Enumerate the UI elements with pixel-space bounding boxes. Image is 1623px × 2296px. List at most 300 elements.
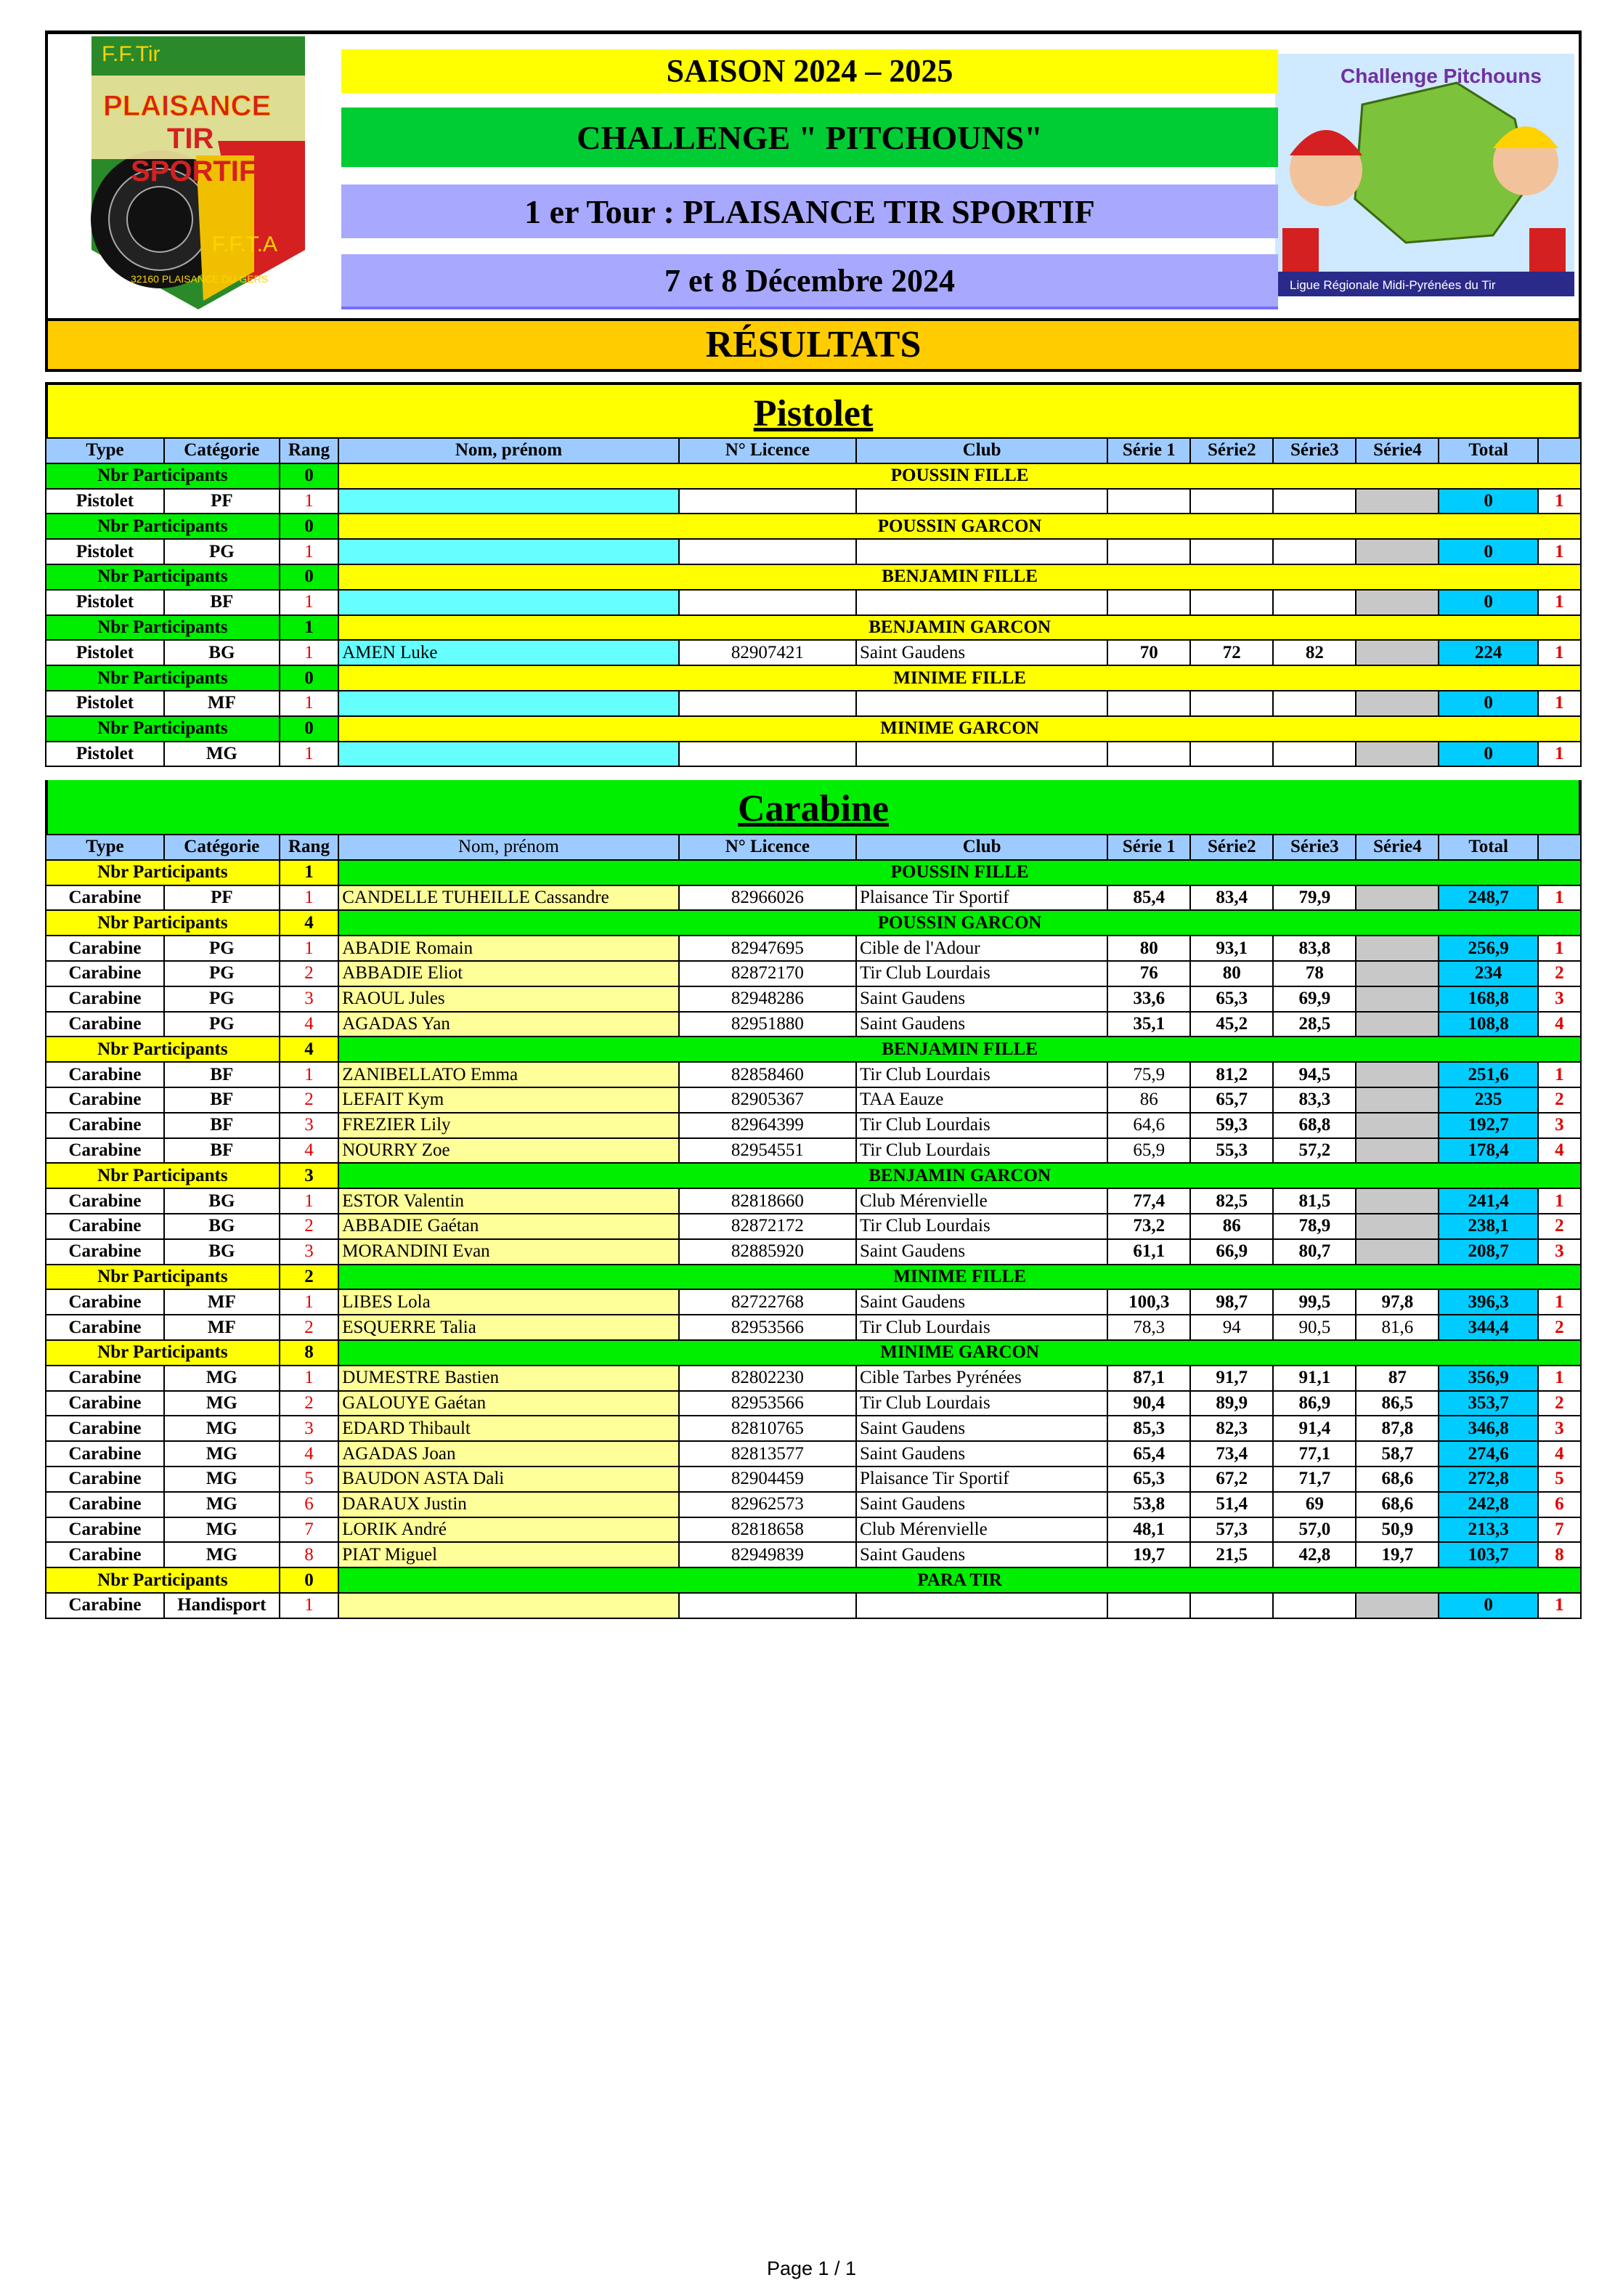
- cell-serie2: 51,4: [1190, 1492, 1273, 1517]
- cell-licence: 82951880: [679, 1012, 856, 1037]
- table-row: [46, 1416, 1581, 1441]
- cell-club: Saint Gaudens: [856, 1289, 1107, 1315]
- cell-name: NOURRY Zoe: [338, 1138, 678, 1164]
- cell-serie2: 94: [1190, 1315, 1273, 1340]
- participants-count: 0: [280, 665, 338, 691]
- cell-serie3: 91,4: [1273, 1416, 1356, 1441]
- cell-rank: 6: [280, 1492, 338, 1517]
- cell-club: Plaisance Tir Sportif: [856, 885, 1107, 911]
- cell-category: MG: [164, 1441, 280, 1467]
- cell-name: [338, 742, 678, 767]
- cell-total: 192,7: [1439, 1113, 1537, 1138]
- cell-licence: 82953566: [679, 1315, 856, 1340]
- cell-club: Saint Gaudens: [856, 1542, 1107, 1567]
- cell-club: Tir Club Lourdais: [856, 1214, 1107, 1239]
- cell-place: 1: [1538, 1289, 1581, 1315]
- cell-total: 0: [1439, 1593, 1537, 1618]
- cell-serie4: [1356, 1593, 1439, 1618]
- category-group-row: [46, 514, 1581, 539]
- cell-name: ESQUERRE Talia: [338, 1315, 678, 1340]
- table-row: [46, 1214, 1581, 1239]
- cell-rank: 7: [280, 1517, 338, 1543]
- column-header-s3: Série3: [1273, 438, 1356, 463]
- cell-name: PIAT Miguel: [338, 1542, 678, 1567]
- cell-serie1: 48,1: [1107, 1517, 1190, 1543]
- cell-serie1: [1107, 590, 1190, 615]
- cell-serie4: [1356, 885, 1439, 911]
- cell-name: ABADIE Romain: [338, 936, 678, 961]
- cell-serie3: 94,5: [1273, 1062, 1356, 1087]
- category-name: POUSSIN GARCON: [338, 514, 1581, 539]
- cell-licence: [679, 691, 856, 716]
- column-header-rank: Rang: [280, 835, 338, 860]
- cell-total: 0: [1439, 590, 1537, 615]
- category-group-row: [46, 860, 1581, 885]
- logo-line2: TIR: [167, 123, 214, 155]
- cell-total: 251,6: [1439, 1062, 1537, 1087]
- participants-label: Nbr Participants: [46, 1037, 280, 1062]
- cell-category: MG: [164, 1366, 280, 1391]
- cell-serie1: 76: [1107, 961, 1190, 986]
- participants-label: Nbr Participants: [46, 463, 280, 489]
- category-name: PARA TIR: [338, 1567, 1581, 1593]
- cell-category: BF: [164, 1062, 280, 1087]
- cell-serie2: 55,3: [1190, 1138, 1273, 1164]
- cell-licence: 82905367: [679, 1087, 856, 1113]
- column-header-club: Club: [856, 835, 1107, 860]
- cell-serie1: 33,6: [1107, 986, 1190, 1012]
- cell-name: DUMESTRE Bastien: [338, 1366, 678, 1391]
- cell-serie1: [1107, 742, 1190, 767]
- participants-count: 4: [280, 1037, 338, 1062]
- cell-type: Carabine: [46, 1366, 164, 1391]
- participants-count: 3: [280, 1163, 338, 1188]
- column-header-row: [46, 835, 1581, 860]
- participants-count: 4: [280, 910, 338, 936]
- cell-serie4: 97,8: [1356, 1289, 1439, 1315]
- cell-serie2: 93,1: [1190, 936, 1273, 961]
- carabine-section-title: [45, 780, 1582, 834]
- cell-category: BF: [164, 1113, 280, 1138]
- cell-category: BG: [164, 1188, 280, 1214]
- column-header-name: Nom, prénom: [338, 835, 678, 860]
- cell-licence: 82948286: [679, 986, 856, 1012]
- cell-total: 396,3: [1439, 1289, 1537, 1315]
- cell-type: Pistolet: [46, 590, 164, 615]
- cell-place: 1: [1538, 640, 1581, 665]
- cell-serie3: 91,1: [1273, 1366, 1356, 1391]
- cell-club: Saint Gaudens: [856, 640, 1107, 665]
- cell-licence: 82947695: [679, 936, 856, 961]
- cell-total: 256,9: [1439, 936, 1537, 961]
- cell-licence: [679, 1593, 856, 1618]
- logo-bottom-text: F.F.T.A: [212, 232, 278, 256]
- cell-serie3: [1273, 489, 1356, 514]
- cell-rank: 1: [280, 590, 338, 615]
- category-group-row: [46, 1163, 1581, 1188]
- cell-rank: 3: [280, 1416, 338, 1441]
- cell-type: Pistolet: [46, 691, 164, 716]
- cell-club: [856, 590, 1107, 615]
- cell-total: 346,8: [1439, 1416, 1537, 1441]
- cell-place: 4: [1538, 1012, 1581, 1037]
- cell-category: BG: [164, 1239, 280, 1265]
- cell-category: Handisport: [164, 1593, 280, 1618]
- cell-serie2: 57,3: [1190, 1517, 1273, 1543]
- cell-serie2: [1190, 539, 1273, 564]
- column-header-category: Catégorie: [164, 835, 280, 860]
- cell-serie3: 42,8: [1273, 1542, 1356, 1567]
- cell-type: Pistolet: [46, 539, 164, 564]
- cell-serie4: [1356, 1113, 1439, 1138]
- cell-serie1: 64,6: [1107, 1113, 1190, 1138]
- cell-serie2: 80: [1190, 961, 1273, 986]
- cell-serie1: 75,9: [1107, 1062, 1190, 1087]
- cell-name: EDARD Thibault: [338, 1416, 678, 1441]
- cell-name: [338, 539, 678, 564]
- cell-rank: 2: [280, 1315, 338, 1340]
- column-header-licence: N° Licence: [679, 835, 856, 860]
- cell-serie1: 65,3: [1107, 1467, 1190, 1492]
- cell-serie1: 61,1: [1107, 1239, 1190, 1265]
- pistolet-title-text: Pistolet: [753, 393, 874, 434]
- cell-place: 3: [1538, 1416, 1581, 1441]
- table-row: [46, 691, 1581, 716]
- cell-serie2: 45,2: [1190, 1012, 1273, 1037]
- cell-club: Tir Club Lourdais: [856, 1113, 1107, 1138]
- cell-name: LIBES Lola: [338, 1289, 678, 1315]
- cell-place: 1: [1538, 1366, 1581, 1391]
- cell-club: Cible de l'Adour: [856, 936, 1107, 961]
- table-row: [46, 539, 1581, 564]
- cell-name: [338, 489, 678, 514]
- category-group-row: [46, 910, 1581, 936]
- cell-club: [856, 539, 1107, 564]
- cell-name: AGADAS Joan: [338, 1441, 678, 1467]
- cell-name: AGADAS Yan: [338, 1012, 678, 1037]
- cell-place: 1: [1538, 539, 1581, 564]
- cell-serie4: 50,9: [1356, 1517, 1439, 1543]
- cell-total: 0: [1439, 742, 1537, 767]
- cell-name: [338, 590, 678, 615]
- category-group-row: [46, 665, 1581, 691]
- cell-total: 272,8: [1439, 1467, 1537, 1492]
- cell-name: ESTOR Valentin: [338, 1188, 678, 1214]
- cell-rank: 1: [280, 885, 338, 911]
- cell-serie4: [1356, 1239, 1439, 1265]
- cell-type: Carabine: [46, 1492, 164, 1517]
- cell-category: MG: [164, 742, 280, 767]
- cell-type: Carabine: [46, 1593, 164, 1618]
- cell-serie1: [1107, 691, 1190, 716]
- cell-licence: 82813577: [679, 1441, 856, 1467]
- cell-type: Carabine: [46, 1391, 164, 1416]
- cell-club: Saint Gaudens: [856, 1441, 1107, 1467]
- cell-name: DARAUX Justin: [338, 1492, 678, 1517]
- cell-place: 8: [1538, 1542, 1581, 1567]
- category-group-row: [46, 1567, 1581, 1593]
- cell-serie3: 90,5: [1273, 1315, 1356, 1340]
- cell-rank: 1: [280, 640, 338, 665]
- cell-rank: 2: [280, 1087, 338, 1113]
- cell-total: 103,7: [1439, 1542, 1537, 1567]
- cell-type: Carabine: [46, 1062, 164, 1087]
- cell-club: [856, 691, 1107, 716]
- cell-serie1: [1107, 489, 1190, 514]
- cell-name: BAUDON ASTA Dali: [338, 1467, 678, 1492]
- cell-serie2: 91,7: [1190, 1366, 1273, 1391]
- category-name: POUSSIN GARCON: [338, 910, 1581, 936]
- cell-serie4: [1356, 1188, 1439, 1214]
- table-row: [46, 1188, 1581, 1214]
- cell-serie2: 82,3: [1190, 1416, 1273, 1441]
- cell-place: 1: [1538, 936, 1581, 961]
- cell-total: 242,8: [1439, 1492, 1537, 1517]
- cell-serie3: 99,5: [1273, 1289, 1356, 1315]
- cell-serie4: 68,6: [1356, 1492, 1439, 1517]
- cell-place: 1: [1538, 590, 1581, 615]
- cell-total: 234: [1439, 961, 1537, 986]
- cell-type: Carabine: [46, 1441, 164, 1467]
- column-header-s2: Série2: [1190, 835, 1273, 860]
- cell-serie4: [1356, 742, 1439, 767]
- cell-place: 3: [1538, 986, 1581, 1012]
- date-underline: [341, 307, 1278, 309]
- cell-rank: 5: [280, 1467, 338, 1492]
- plaisance-tir-sportif-logo: [87, 32, 309, 314]
- cell-serie3: 78,9: [1273, 1214, 1356, 1239]
- cell-type: Pistolet: [46, 742, 164, 767]
- cell-type: Carabine: [46, 1517, 164, 1543]
- cell-place: 4: [1538, 1441, 1581, 1467]
- cell-licence: 82802230: [679, 1366, 856, 1391]
- cell-club: Saint Gaudens: [856, 986, 1107, 1012]
- cell-club: Cible Tarbes Pyrénées: [856, 1366, 1107, 1391]
- participants-label: Nbr Participants: [46, 910, 280, 936]
- participants-count: 0: [280, 463, 338, 489]
- date-banner: 7 et 8 Décembre 2024: [341, 254, 1278, 307]
- cell-type: Carabine: [46, 1188, 164, 1214]
- cell-category: MG: [164, 1517, 280, 1543]
- participants-label: Nbr Participants: [46, 615, 280, 641]
- cell-place: 1: [1538, 742, 1581, 767]
- cell-serie1: 70: [1107, 640, 1190, 665]
- cell-serie1: 100,3: [1107, 1289, 1190, 1315]
- cell-total: 168,8: [1439, 986, 1537, 1012]
- category-group-row: [46, 716, 1581, 742]
- cell-serie2: 82,5: [1190, 1188, 1273, 1214]
- participants-label: Nbr Participants: [46, 860, 280, 885]
- cell-type: Pistolet: [46, 489, 164, 514]
- category-group-row: [46, 1340, 1581, 1366]
- cell-licence: 82954551: [679, 1138, 856, 1164]
- cell-serie4: 87,8: [1356, 1416, 1439, 1441]
- cell-licence: 82818658: [679, 1517, 856, 1543]
- table-row: [46, 1492, 1581, 1517]
- table-row: [46, 1366, 1581, 1391]
- cell-place: 5: [1538, 1467, 1581, 1492]
- cell-club: Saint Gaudens: [856, 1492, 1107, 1517]
- cell-name: [338, 1593, 678, 1618]
- column-header-s2: Série2: [1190, 438, 1273, 463]
- cell-serie3: 81,5: [1273, 1188, 1356, 1214]
- cell-type: Carabine: [46, 1416, 164, 1441]
- cell-serie2: 89,9: [1190, 1391, 1273, 1416]
- cell-club: TAA Eauze: [856, 1087, 1107, 1113]
- cell-serie1: 65,9: [1107, 1138, 1190, 1164]
- cell-total: 356,9: [1439, 1366, 1537, 1391]
- table-row: [46, 1062, 1581, 1087]
- cell-category: BF: [164, 590, 280, 615]
- category-name: MINIME FILLE: [338, 665, 1581, 691]
- cell-name: LORIK André: [338, 1517, 678, 1543]
- cell-category: PG: [164, 1012, 280, 1037]
- cell-serie4: [1356, 1214, 1439, 1239]
- cell-place: 1: [1538, 1188, 1581, 1214]
- cell-licence: [679, 489, 856, 514]
- cell-serie1: 90,4: [1107, 1391, 1190, 1416]
- cell-total: 344,4: [1439, 1315, 1537, 1340]
- cell-serie3: 28,5: [1273, 1012, 1356, 1037]
- cell-serie3: 83,3: [1273, 1087, 1356, 1113]
- cell-type: Carabine: [46, 1113, 164, 1138]
- cell-serie1: [1107, 539, 1190, 564]
- cell-serie1: 65,4: [1107, 1441, 1190, 1467]
- cell-club: Saint Gaudens: [856, 1239, 1107, 1265]
- cell-type: Carabine: [46, 1138, 164, 1164]
- cell-place: 1: [1538, 885, 1581, 911]
- table-row: [46, 1391, 1581, 1416]
- column-header-place: [1538, 438, 1581, 463]
- cell-category: PG: [164, 961, 280, 986]
- participants-label: Nbr Participants: [46, 1567, 280, 1593]
- cell-rank: 4: [280, 1012, 338, 1037]
- cell-category: PG: [164, 539, 280, 564]
- cell-total: 274,6: [1439, 1441, 1537, 1467]
- cell-rank: 1: [280, 1366, 338, 1391]
- cell-serie2: [1190, 1593, 1273, 1618]
- category-name: BENJAMIN GARCON: [338, 1163, 1581, 1188]
- cell-licence: [679, 590, 856, 615]
- cell-serie3: [1273, 742, 1356, 767]
- cell-serie4: [1356, 986, 1439, 1012]
- table-row: [46, 936, 1581, 961]
- cell-serie2: 67,2: [1190, 1467, 1273, 1492]
- cell-place: 2: [1538, 1214, 1581, 1239]
- category-group-row: [46, 1265, 1581, 1290]
- cell-place: 4: [1538, 1138, 1581, 1164]
- column-header-place: [1538, 835, 1581, 860]
- cell-serie3: 86,9: [1273, 1391, 1356, 1416]
- cell-club: [856, 1593, 1107, 1618]
- cell-total: 0: [1439, 489, 1537, 514]
- cell-category: MG: [164, 1416, 280, 1441]
- participants-label: Nbr Participants: [46, 1163, 280, 1188]
- cell-serie2: 73,4: [1190, 1441, 1273, 1467]
- pistolet-results-table: [45, 437, 1582, 767]
- cell-type: Carabine: [46, 1467, 164, 1492]
- cell-club: Club Mérenvielle: [856, 1517, 1107, 1543]
- table-row: [46, 1087, 1581, 1113]
- cell-serie2: 98,7: [1190, 1289, 1273, 1315]
- table-row: [46, 1138, 1581, 1164]
- cell-licence: 82818660: [679, 1188, 856, 1214]
- column-header-type: Type: [46, 438, 164, 463]
- cell-licence: 82904459: [679, 1467, 856, 1492]
- cell-serie3: 69,9: [1273, 986, 1356, 1012]
- cell-category: PG: [164, 986, 280, 1012]
- cell-club: Plaisance Tir Sportif: [856, 1467, 1107, 1492]
- cell-serie3: 69: [1273, 1492, 1356, 1517]
- cell-club: Tir Club Lourdais: [856, 1138, 1107, 1164]
- cell-name: ZANIBELLATO Emma: [338, 1062, 678, 1087]
- cell-serie1: [1107, 1593, 1190, 1618]
- cell-club: Tir Club Lourdais: [856, 1391, 1107, 1416]
- cell-serie3: 71,7: [1273, 1467, 1356, 1492]
- participants-count: 0: [280, 716, 338, 742]
- cell-serie2: 59,3: [1190, 1113, 1273, 1138]
- cell-total: 248,7: [1439, 885, 1537, 911]
- cell-category: BG: [164, 640, 280, 665]
- column-header-total: Total: [1439, 438, 1537, 463]
- participants-count: 1: [280, 615, 338, 641]
- table-row: [46, 1542, 1581, 1567]
- table-row: [46, 1441, 1581, 1467]
- cell-club: Saint Gaudens: [856, 1416, 1107, 1441]
- cell-serie3: 57,0: [1273, 1517, 1356, 1543]
- cell-type: Carabine: [46, 885, 164, 911]
- cell-category: BF: [164, 1087, 280, 1113]
- category-name: BENJAMIN FILLE: [338, 1037, 1581, 1062]
- category-name: MINIME GARCON: [338, 1340, 1581, 1366]
- cell-serie3: 77,1: [1273, 1441, 1356, 1467]
- cell-name: FREZIER Lily: [338, 1113, 678, 1138]
- cell-serie3: 68,8: [1273, 1113, 1356, 1138]
- cell-serie4: [1356, 1062, 1439, 1087]
- cell-serie4: 87: [1356, 1366, 1439, 1391]
- cell-category: PG: [164, 936, 280, 961]
- column-header-club: Club: [856, 438, 1107, 463]
- cell-rank: 1: [280, 691, 338, 716]
- cell-serie1: 53,8: [1107, 1492, 1190, 1517]
- cell-category: BG: [164, 1214, 280, 1239]
- cell-serie4: 81,6: [1356, 1315, 1439, 1340]
- cell-serie1: 80: [1107, 936, 1190, 961]
- table-row: [46, 885, 1581, 911]
- cell-serie4: [1356, 1087, 1439, 1113]
- cell-name: AMEN Luke: [338, 640, 678, 665]
- participants-label: Nbr Participants: [46, 716, 280, 742]
- cell-category: PF: [164, 489, 280, 514]
- category-name: BENJAMIN FILLE: [338, 564, 1581, 590]
- cell-licence: 82966026: [679, 885, 856, 911]
- cell-place: 1: [1538, 489, 1581, 514]
- carabine-results-table: [45, 834, 1582, 1619]
- cell-name: CANDELLE TUHEILLE Cassandre: [338, 885, 678, 911]
- cell-serie3: 57,2: [1273, 1138, 1356, 1164]
- cell-serie3: 79,9: [1273, 885, 1356, 911]
- participants-label: Nbr Participants: [46, 1265, 280, 1290]
- column-header-s1: Série 1: [1107, 438, 1190, 463]
- cell-serie4: 19,7: [1356, 1542, 1439, 1567]
- logo-line1: PLAISANCE: [103, 90, 272, 122]
- cell-total: 353,7: [1439, 1391, 1537, 1416]
- column-header-rank: Rang: [280, 438, 338, 463]
- cell-serie3: 80,7: [1273, 1239, 1356, 1265]
- table-row: [46, 1113, 1581, 1138]
- participants-count: 1: [280, 860, 338, 885]
- cell-place: 1: [1538, 691, 1581, 716]
